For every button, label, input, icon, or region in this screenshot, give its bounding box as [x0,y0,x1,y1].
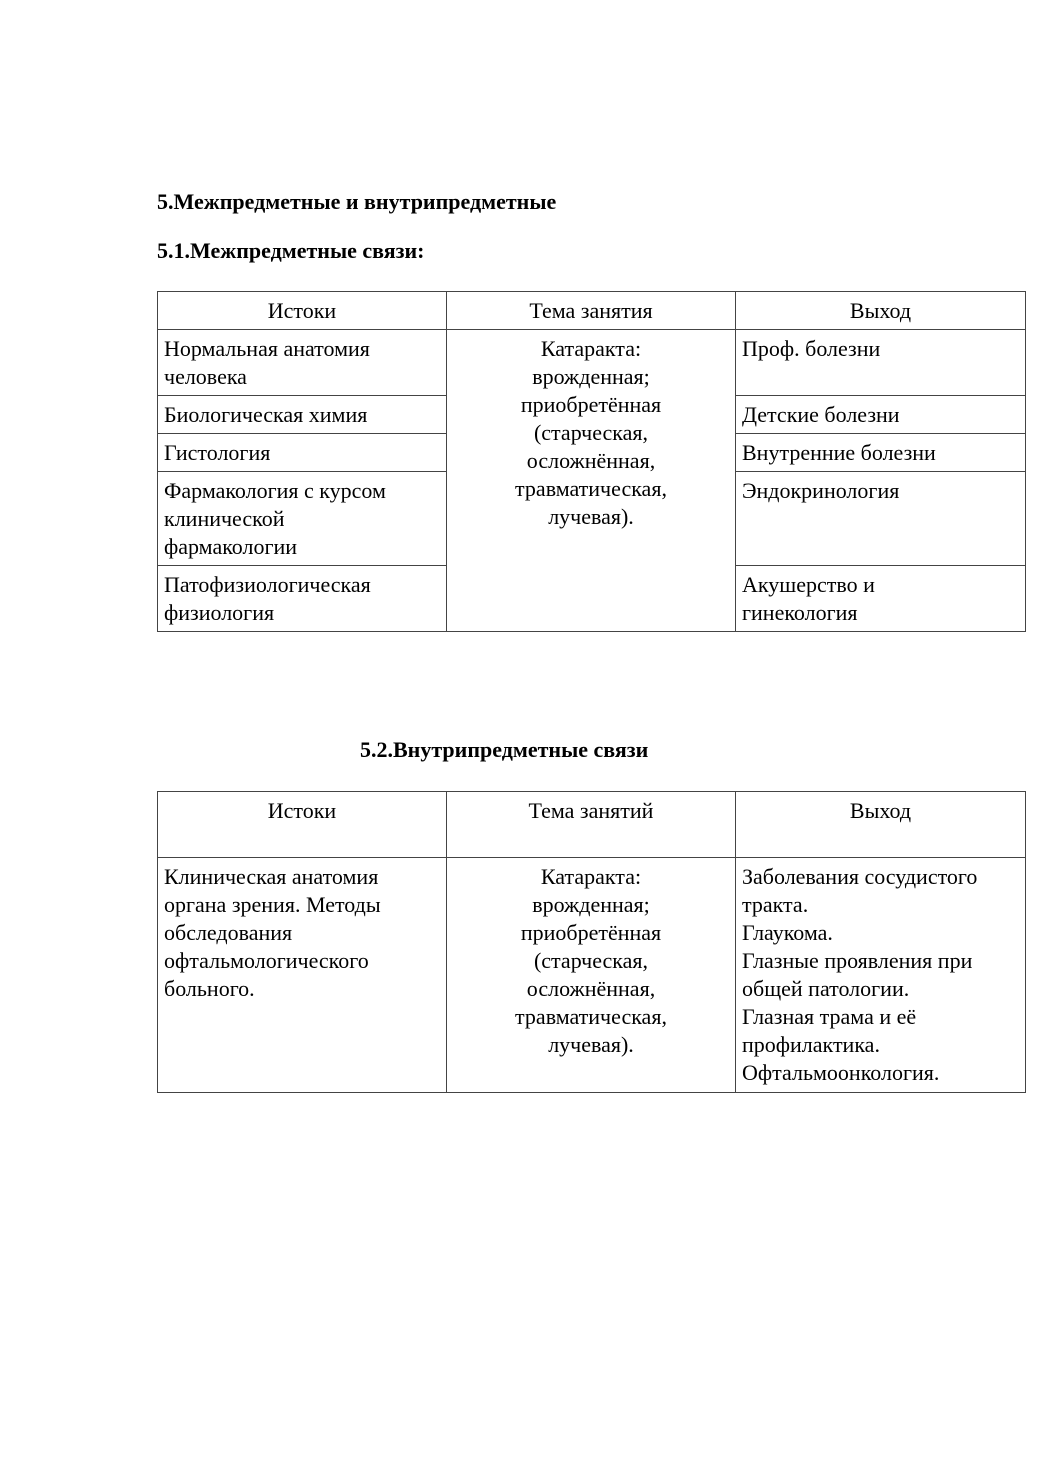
table-header-row [158,792,1026,858]
source-cell: Гистология [158,434,447,472]
header-topic: Тема занятий [447,792,736,858]
output-cell: Акушерство и гинекология [736,566,1026,632]
intradisciplinary-title: 5.2.Внутрипредметные связи [360,737,649,762]
source-cell: Биологическая химия [158,396,447,434]
header-sources: Истоки [158,792,447,858]
topic-cell: Катаракта: врожденная; приобретённая (старческая, осложнённая, травматическая, лучевая). [447,858,736,1093]
output-cell: Заболевания сосудистого тракта. Глаукома. Глазные проявления при общей патологии. Глазная трама и её профилактика. Офтальмоонкология. [736,858,1026,1093]
header-output: Выход [736,292,1026,330]
output-cell: Внутренние болезни [736,434,1026,472]
table-row [158,330,1026,396]
section-title: 5.Межпредметные и внутрипредметные [157,189,557,214]
output-cell: Проф. болезни [736,330,1026,396]
header-output: Выход [736,792,1026,858]
header-sources: Истоки [158,292,447,330]
output-cell: Эндокринология [736,472,1026,566]
topic-cell: Катаракта: врожденная; приобретённая (старческая, осложнённая, травматическая, лучевая). [447,330,736,632]
interdisciplinary-title: 5.1.Межпредметные связи: [157,238,425,263]
intradisciplinary-table [157,791,1026,1093]
source-cell: Клиническая анатомия органа зрения. Методы обследования офтальмологического больного. [158,858,447,1093]
source-cell: Патофизиологическая физиология [158,566,447,632]
table-header-row [158,292,1026,330]
interdisciplinary-table [157,291,1026,632]
header-topic: Тема занятия [447,292,736,330]
table-row [158,858,1026,1093]
source-cell: Фармакология с курсом клинической фармакологии [158,472,447,566]
source-cell: Нормальная анатомия человека [158,330,447,396]
output-cell: Детские болезни [736,396,1026,434]
